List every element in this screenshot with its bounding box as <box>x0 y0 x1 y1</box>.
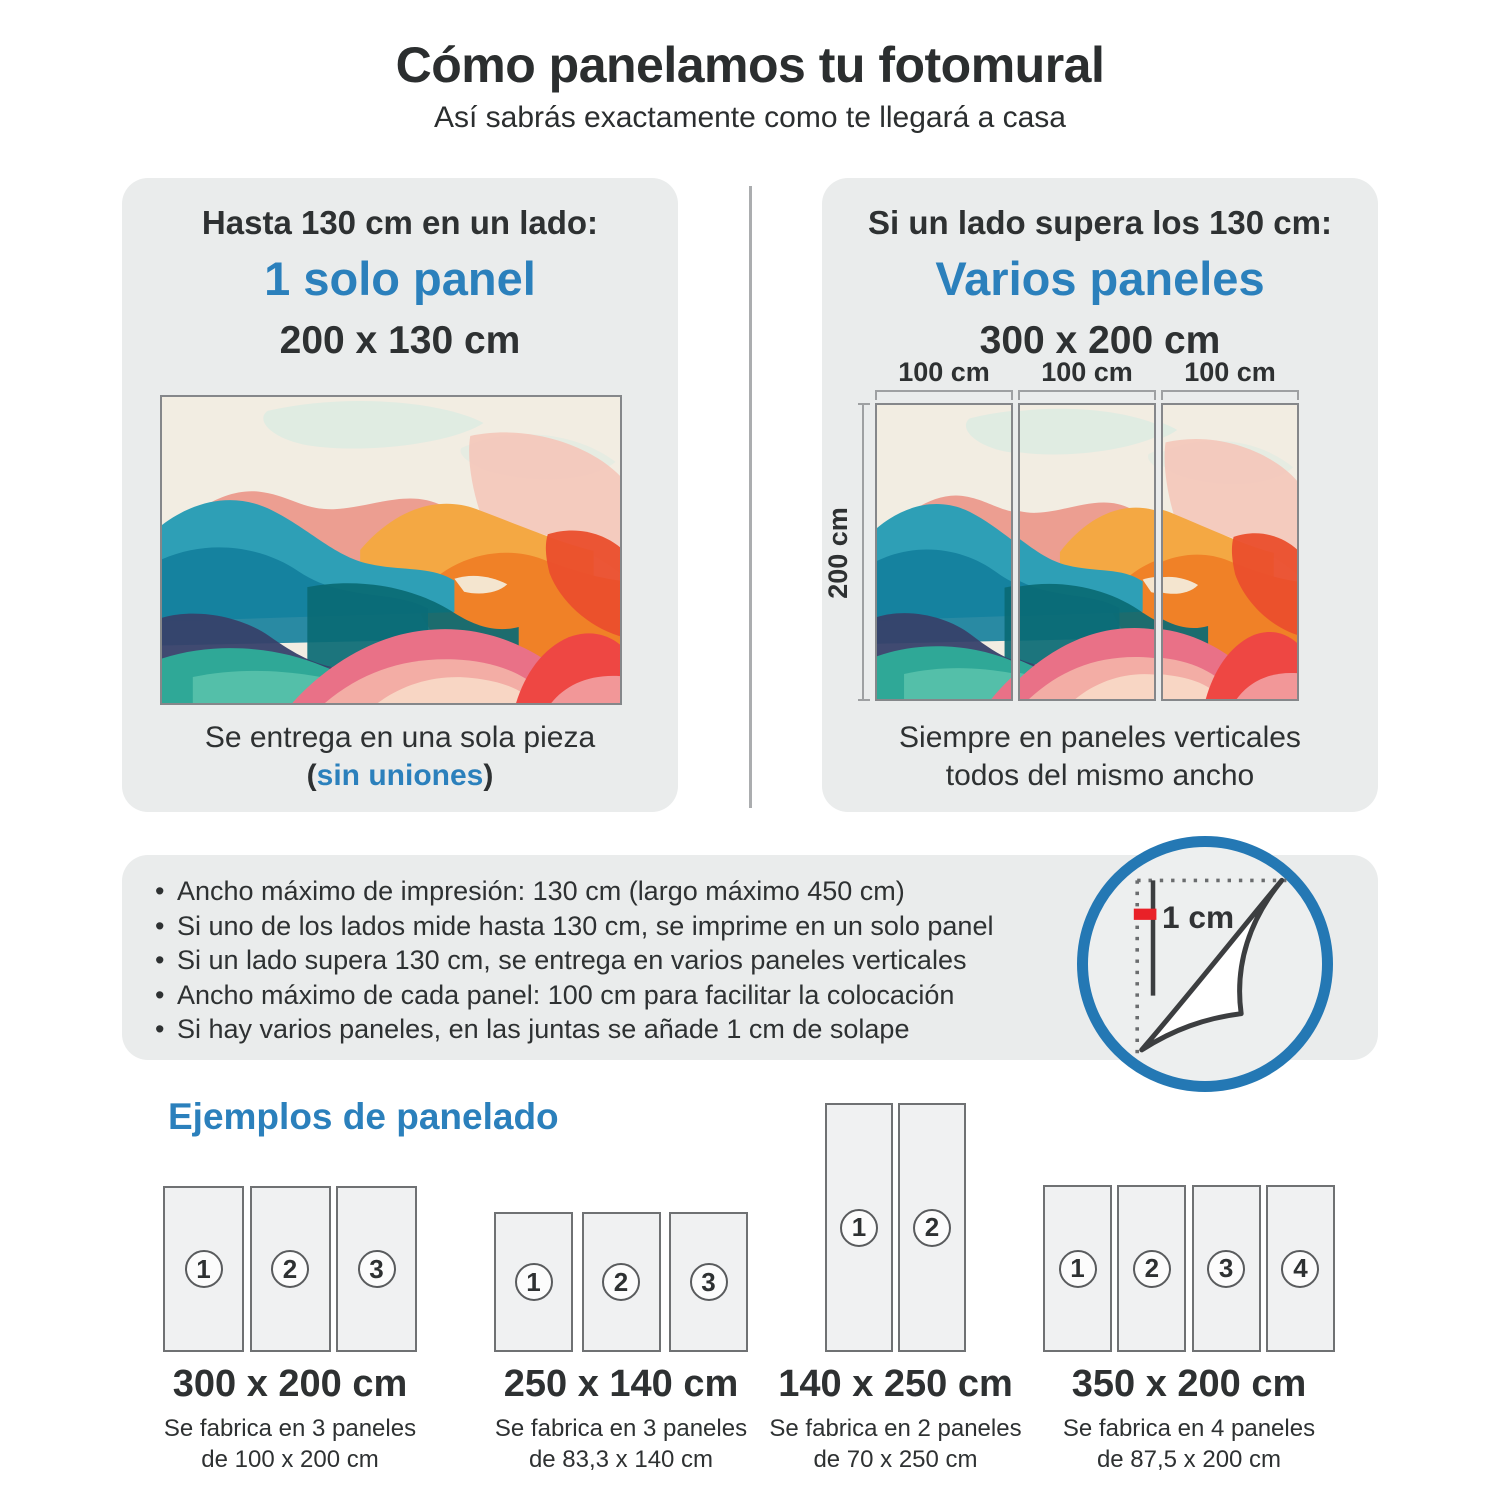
info-bullet: • Si uno de los lados mide hasta 130 cm, se imprime en un solo panel <box>152 909 1378 944</box>
example-panel-row <box>1043 1185 1335 1352</box>
example-panel <box>494 1212 573 1352</box>
info-bullet: • Si un lado supera 130 cm, se entrega en varios paneles verticales <box>152 943 1378 978</box>
example-panel <box>825 1103 893 1352</box>
example-140x250 <box>769 1103 1022 1473</box>
multi-panel-size: 300 x 200 cm <box>979 319 1221 362</box>
example-panel <box>1043 1185 1112 1352</box>
example-panel <box>1266 1185 1335 1352</box>
example-panel-row <box>163 1186 417 1352</box>
example-size: 140 x 250 cm <box>778 1363 1013 1405</box>
width-dim-line-3 <box>1161 390 1299 392</box>
example-labels <box>1063 1363 1315 1475</box>
panel-number-badge: 2 <box>913 1209 951 1247</box>
single-panel-condition: Hasta 130 cm en un lado: <box>201 204 599 241</box>
paren-close: ) <box>483 759 494 792</box>
example-panel-row <box>494 1212 748 1352</box>
panel-number-badge: 2 <box>271 1250 309 1288</box>
width-dim-line-1 <box>875 390 1013 392</box>
height-dim-line <box>862 403 864 701</box>
example-panel <box>669 1212 748 1352</box>
single-panel-footer-highlight: sin uniones <box>316 759 484 792</box>
example-350x200 <box>1043 1185 1335 1473</box>
panel-number-badge: 2 <box>602 1263 640 1301</box>
example-desc: Se fabrica en 2 paneles de 70 x 250 cm <box>769 1415 1022 1473</box>
page-title: Cómo panelamos tu fotomural <box>395 37 1105 93</box>
panel-number-badge: 4 <box>1281 1250 1319 1288</box>
page-subtitle: Así sabrás exactamente como te llegará a casa <box>434 101 1066 134</box>
mural-preview-single <box>160 395 622 705</box>
width-dim-line-2 <box>1018 390 1156 392</box>
mural-panel-3 <box>1161 403 1299 701</box>
example-250x140 <box>494 1212 748 1473</box>
info-bullet: • Ancho máximo de impresión: 130 cm (largo máximo 450 cm) <box>152 874 1378 909</box>
panel-number-badge: 3 <box>690 1263 728 1301</box>
panel-number-badge: 2 <box>1133 1250 1171 1288</box>
example-desc: Se fabrica en 3 paneles de 100 x 200 cm <box>163 1415 417 1473</box>
example-300x200 <box>163 1186 417 1473</box>
example-panel <box>1192 1185 1261 1352</box>
single-panel-result: 1 solo panel <box>264 252 536 305</box>
multi-panel-footer-line2: todos del mismo ancho <box>945 759 1255 792</box>
example-panel <box>898 1103 966 1352</box>
width-dim-label-1: 100 cm <box>898 357 990 387</box>
multi-panel-card <box>822 178 1378 812</box>
example-desc: Se fabrica en 4 paneles de 87,5 x 200 cm <box>1062 1415 1316 1473</box>
example-size: 300 x 200 cm <box>172 1363 408 1405</box>
multi-panel-result: Varios paneles <box>935 252 1265 305</box>
overlap-page-curl-icon <box>1077 836 1333 1092</box>
mural-panel-2 <box>1018 403 1156 701</box>
mural-panel-1 <box>875 403 1013 701</box>
example-panel <box>163 1186 244 1352</box>
panel-number-badge: 1 <box>185 1250 223 1288</box>
overlap-measure-label: 1 cm <box>1162 898 1235 935</box>
single-panel-footer <box>122 719 678 795</box>
multi-panel-footer-line1: Siempre en paneles verticales <box>899 721 1301 754</box>
panel-number-badge: 3 <box>1207 1250 1245 1288</box>
panel-number-badge: 1 <box>515 1263 553 1301</box>
example-panel <box>250 1186 331 1352</box>
example-panel <box>582 1212 661 1352</box>
info-bullet: • Ancho máximo de cada panel: 100 cm para facilitar la colocación <box>152 978 1378 1013</box>
vertical-divider <box>749 186 752 808</box>
single-panel-card <box>122 178 678 812</box>
example-labels <box>164 1363 416 1475</box>
panel-number-badge: 1 <box>1059 1250 1097 1288</box>
panel-number-badge: 3 <box>358 1250 396 1288</box>
height-dim-label: 200 cm <box>823 507 853 599</box>
paren-open: ( <box>306 759 317 792</box>
multi-panel-footer <box>822 719 1378 795</box>
panel-number-badge: 1 <box>840 1209 878 1247</box>
example-desc: Se fabrica en 3 paneles de 83,3 x 140 cm <box>494 1415 748 1473</box>
example-labels <box>495 1363 747 1475</box>
width-dim-label-3: 100 cm <box>1184 357 1276 387</box>
width-dim-label-2: 100 cm <box>1041 357 1133 387</box>
examples-heading: Ejemplos de panelado <box>168 1096 559 1137</box>
info-bullet: • Si hay varios paneles, en las juntas se añade 1 cm de solape <box>152 1012 1378 1047</box>
example-size: 250 x 140 cm <box>503 1363 739 1405</box>
single-panel-size: 200 x 130 cm <box>279 319 521 362</box>
example-labels <box>769 1363 1021 1475</box>
example-panel <box>1117 1185 1186 1352</box>
example-panel <box>336 1186 417 1352</box>
single-panel-footer-line1: Se entrega en una sola pieza <box>204 721 596 754</box>
multi-panel-condition: Si un lado supera los 130 cm: <box>868 204 1332 241</box>
example-panel-row <box>825 1103 966 1352</box>
example-size: 350 x 200 cm <box>1071 1363 1307 1405</box>
